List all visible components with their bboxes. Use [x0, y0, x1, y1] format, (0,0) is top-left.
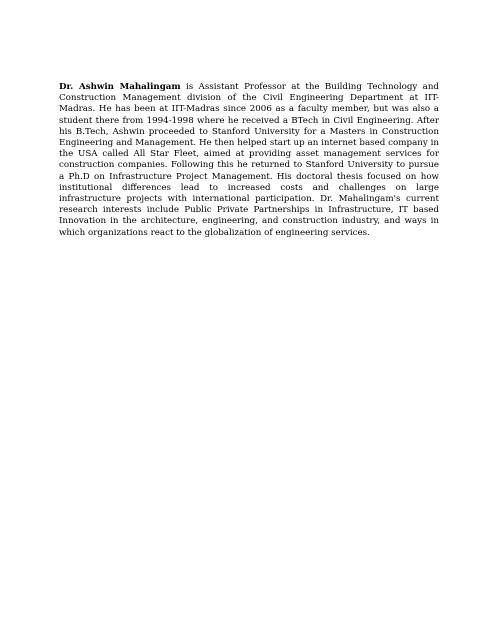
bio-name: Dr. Ashwin Mahalingam [59, 82, 181, 92]
bio-paragraph [59, 82, 439, 239]
bio-text: is Assistant Professor at the Building Technology and Construction Management division of the Civil Engineering Department at IIT-Madras. He has been at IIT-Madras since 2006 as a faculty member, but was also a student there from 1994-1998 where he received a BTech in Civil Engineering. After his B.Tech, Ashwin proceeded to Stanford University for a Masters in Construction Engineering and Management. He then helped start up an internet based company in the USA called All Star Fleet, aimed at providing asset management services for construction companies. Following this he returned to Stanford University to pursue a Ph.D on Infrastructure Project Management. His doctoral thesis focused on how institutional differences lead to increased costs and challenges on large infrastructure projects with international participation. Dr. Mahalingam's current research interests include Public Private Partnerships in Infrastructure, IT based Innovation in the architecture, engineering, and construction industry, and ways in which organizations react to the globalization of engineering services. [59, 82, 439, 238]
